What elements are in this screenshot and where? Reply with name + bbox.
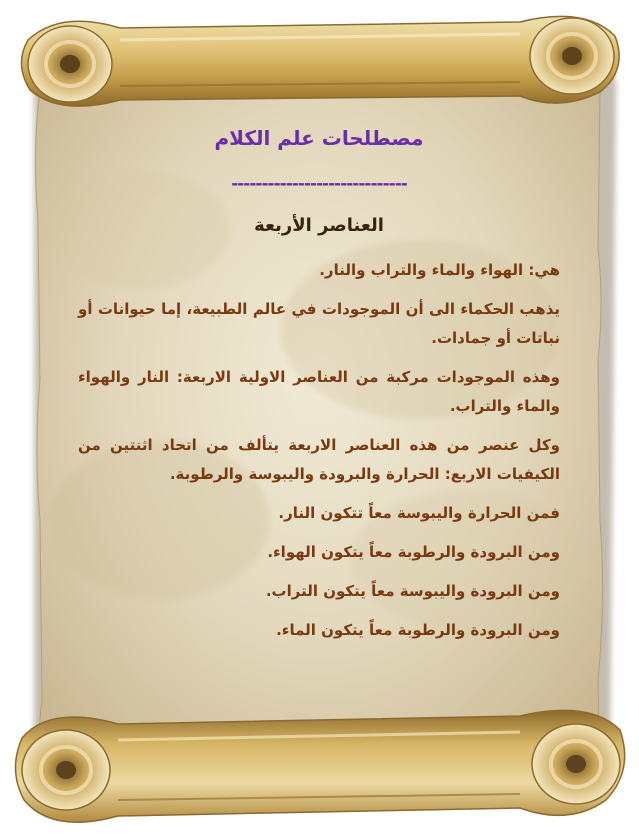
section-heading: العناصر الأربعة [254, 215, 384, 236]
paragraph-qualities: وكل عنصر من هذه العناصر الاربعة يتألف من اتحاد اثنتين من الكيفيات الاربع: الحرارة والبرودة واليبوسة والرطوبة. [78, 436, 560, 483]
top-scroll-roll [21, 16, 619, 106]
paragraph-water: ومن البرودة والرطوبة معاً يتكون الماء. [276, 621, 560, 639]
paragraph-composition: وهذه الموجودات مركبة من العناصر الاولية الاربعة: النار والهواء والماء والتراب. [78, 368, 560, 415]
title-separator: ----------------------------- [231, 174, 407, 194]
paragraph-earth: ومن البرودة واليبوسة معاً يتكون التراب. [265, 582, 560, 600]
paragraph-definition: هي: الهواء والماء والتراب والنار. [319, 261, 560, 279]
paragraph-fire: فمن الحرارة واليبوسة معاً تتكون النار. [278, 504, 560, 522]
page-title: مصطلحات علم الكلام [214, 126, 424, 150]
document-content [78, 118, 560, 645]
bottom-scroll-roll [15, 710, 624, 822]
paragraph-beings: يذهب الحكماء الى أن الموجودات في عالم الطبيعة، إما حيوانات أو نباتات أو جمادات. [78, 300, 560, 347]
paragraph-air: ومن البرودة والرطوبة معاً يتكون الهواء. [267, 543, 560, 561]
